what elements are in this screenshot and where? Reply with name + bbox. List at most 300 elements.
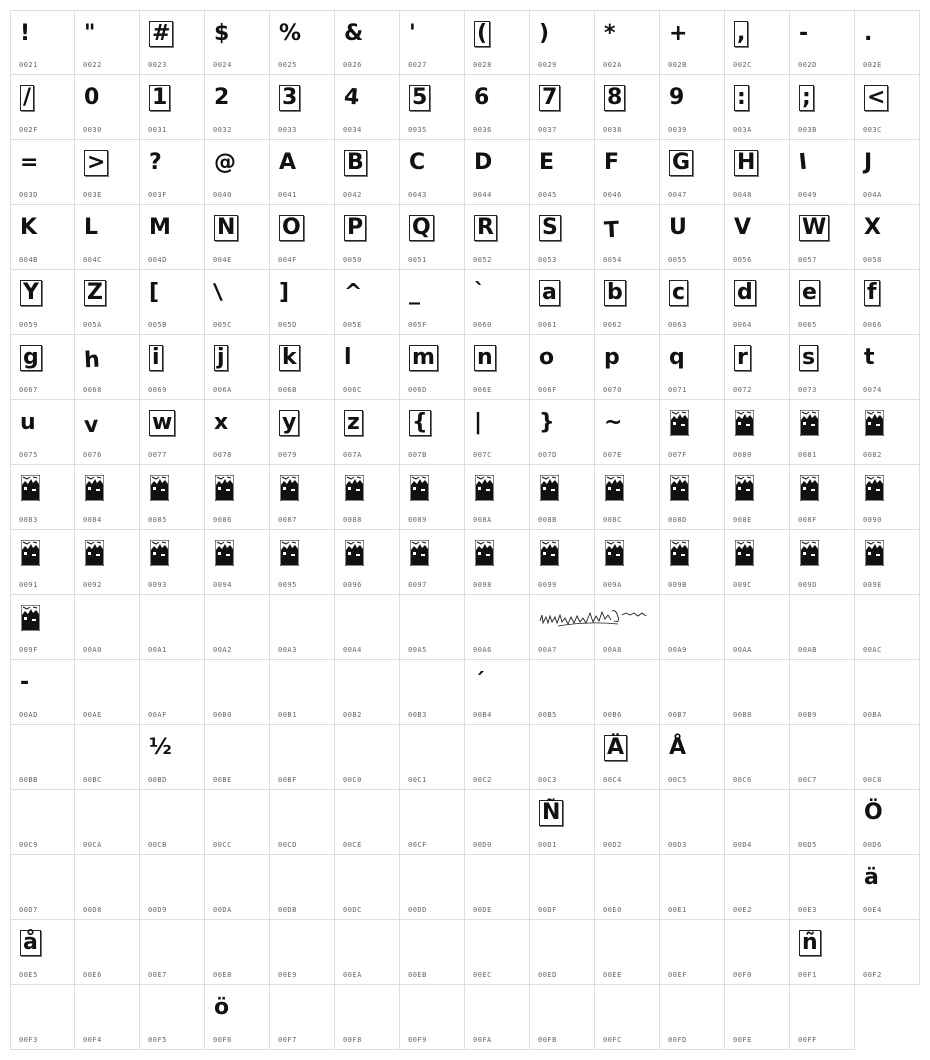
glyph-code: 0022 — [83, 61, 102, 69]
glyph-code: 00D8 — [83, 906, 102, 914]
glyph-cell — [465, 400, 530, 465]
glyph-code: 0031 — [148, 126, 167, 134]
glyph-code: 0046 — [603, 191, 622, 199]
glyph-cell — [400, 595, 465, 660]
glyph-char: n — [474, 345, 496, 371]
glyph-char: 9 — [669, 85, 685, 110]
glyph-char: b — [604, 280, 626, 306]
glyph-code: 00C7 — [798, 776, 817, 784]
glyph-cell — [790, 465, 855, 530]
glyph-map-grid — [10, 10, 920, 1050]
glyph-cell — [855, 595, 920, 660]
glyph-code: 0072 — [733, 386, 752, 394]
glyph-code: 0037 — [538, 126, 557, 134]
glyph-char: f — [864, 280, 880, 306]
glyph-char: 4 — [342, 84, 361, 111]
image-glyph-icon — [800, 410, 819, 436]
glyph-char: z — [344, 410, 363, 436]
glyph-code: 003B — [798, 126, 817, 134]
glyph-code: 00D7 — [19, 906, 38, 914]
glyph-cell — [270, 660, 335, 725]
glyph-code: 0070 — [603, 386, 622, 394]
glyph-code: 00C1 — [408, 776, 427, 784]
glyph-char: : — [734, 85, 749, 111]
glyph-code: 0095 — [278, 581, 297, 589]
glyph-cell — [530, 920, 595, 985]
glyph-char: J — [864, 150, 873, 175]
glyph-cell — [75, 855, 140, 920]
glyph-cell — [530, 855, 595, 920]
glyph-cell — [725, 75, 790, 140]
glyph-code: 0056 — [733, 256, 752, 264]
glyph-code: 004A — [863, 191, 882, 199]
glyph-cell — [335, 920, 400, 985]
glyph-char: = — [20, 150, 39, 175]
glyph-cell — [10, 855, 75, 920]
glyph-code: 003D — [19, 191, 38, 199]
image-glyph-icon — [735, 410, 754, 436]
glyph-char: . — [864, 21, 873, 46]
glyph-char: ) — [539, 21, 550, 46]
image-glyph-icon — [280, 475, 299, 501]
glyph-code: 00A2 — [213, 646, 232, 654]
glyph-code: 00D5 — [798, 841, 817, 849]
glyph-cell — [270, 400, 335, 465]
glyph-code: 00FA — [473, 1036, 492, 1044]
glyph-cell — [75, 660, 140, 725]
glyph-char: ö — [214, 995, 230, 1020]
glyph-code: 002F — [19, 126, 38, 134]
glyph-code: 005D — [278, 321, 297, 329]
image-glyph-icon — [410, 475, 429, 501]
glyph-cell — [855, 75, 920, 140]
glyph-cell — [270, 465, 335, 530]
image-glyph-icon — [280, 540, 299, 566]
image-glyph-icon — [605, 540, 624, 566]
glyph-code: 00F3 — [19, 1036, 38, 1044]
glyph-cell — [140, 140, 205, 205]
glyph-code: 0091 — [19, 581, 38, 589]
glyph-char: 3 — [279, 85, 300, 111]
glyph-code: 0034 — [343, 126, 362, 134]
glyph-cell — [790, 205, 855, 270]
glyph-code: 00DD — [408, 906, 427, 914]
glyph-code: 00D3 — [668, 841, 687, 849]
glyph-cell — [335, 530, 400, 595]
glyph-char: % — [279, 21, 302, 46]
glyph-char: I — [797, 149, 809, 176]
signature-image — [538, 607, 650, 631]
glyph-cell — [530, 140, 595, 205]
glyph-cell — [10, 530, 75, 595]
image-glyph-icon — [85, 475, 104, 501]
glyph-cell — [205, 270, 270, 335]
glyph-cell — [855, 465, 920, 530]
glyph-code: 0081 — [798, 451, 817, 459]
glyph-cell — [530, 790, 595, 855]
glyph-cell — [790, 10, 855, 75]
glyph-cell — [855, 335, 920, 400]
glyph-code: 003F — [148, 191, 167, 199]
glyph-char: [ — [149, 280, 160, 305]
glyph-cell — [660, 595, 725, 660]
glyph-code: 00E8 — [213, 971, 232, 979]
image-glyph-icon — [345, 540, 364, 566]
glyph-code: 00C5 — [668, 776, 687, 784]
glyph-code: 00EA — [343, 971, 362, 979]
glyph-char: 7 — [539, 85, 560, 111]
glyph-cell — [270, 270, 335, 335]
glyph-code: 0073 — [798, 386, 817, 394]
image-glyph-icon — [735, 540, 754, 566]
glyph-cell — [205, 790, 270, 855]
glyph-cell — [400, 530, 465, 595]
glyph-cell — [855, 855, 920, 920]
glyph-char: # — [149, 21, 173, 47]
glyph-code: 0099 — [538, 581, 557, 589]
glyph-cell — [660, 790, 725, 855]
glyph-cell — [465, 595, 530, 660]
glyph-code: 0039 — [668, 126, 687, 134]
glyph-code: 0026 — [343, 61, 362, 69]
glyph-code: 006E — [473, 386, 492, 394]
glyph-cell — [595, 140, 660, 205]
glyph-code: 00BD — [148, 776, 167, 784]
glyph-char: { — [409, 410, 431, 436]
glyph-cell — [270, 855, 335, 920]
glyph-code: 0090 — [863, 516, 882, 524]
glyph-code: 00DF — [538, 906, 557, 914]
image-glyph-icon — [800, 540, 819, 566]
image-glyph-icon — [540, 475, 559, 501]
glyph-char: G — [669, 150, 693, 176]
image-glyph-icon — [345, 475, 364, 501]
glyph-code: 00D0 — [473, 841, 492, 849]
glyph-code: 00F9 — [408, 1036, 427, 1044]
glyph-code: 00E5 — [19, 971, 38, 979]
glyph-char: ` — [474, 280, 485, 305]
glyph-code: 004C — [83, 256, 102, 264]
glyph-char: m — [409, 345, 438, 371]
glyph-cell — [10, 660, 75, 725]
glyph-cell — [140, 595, 205, 660]
glyph-cell — [855, 270, 920, 335]
glyph-code: 0071 — [668, 386, 687, 394]
glyph-code: 00E0 — [603, 906, 622, 914]
glyph-cell — [140, 660, 205, 725]
glyph-code: 0023 — [148, 61, 167, 69]
glyph-code: 0074 — [863, 386, 882, 394]
glyph-cell — [140, 205, 205, 270]
glyph-cell — [855, 725, 920, 790]
glyph-cell — [595, 10, 660, 75]
glyph-code: 0084 — [83, 516, 102, 524]
glyph-code: 00E6 — [83, 971, 102, 979]
glyph-char: } — [539, 410, 555, 435]
glyph-code: 009F — [19, 646, 38, 654]
glyph-cell — [855, 920, 920, 985]
glyph-cell — [530, 335, 595, 400]
glyph-code: 008A — [473, 516, 492, 524]
glyph-char: < — [864, 85, 888, 111]
image-glyph-icon — [540, 540, 559, 566]
glyph-code: 0052 — [473, 256, 492, 264]
glyph-code: 0055 — [668, 256, 687, 264]
glyph-cell — [530, 270, 595, 335]
glyph-code: 009A — [603, 581, 622, 589]
glyph-code: 004B — [19, 256, 38, 264]
glyph-code: 0065 — [798, 321, 817, 329]
glyph-cell — [595, 75, 660, 140]
glyph-code: 0088 — [343, 516, 362, 524]
glyph-code: 0058 — [863, 256, 882, 264]
glyph-char: Z — [84, 280, 106, 306]
glyph-code: 0063 — [668, 321, 687, 329]
glyph-char: u — [20, 410, 36, 435]
glyph-cell — [790, 270, 855, 335]
glyph-cell — [140, 10, 205, 75]
glyph-cell — [660, 400, 725, 465]
glyph-code: 0043 — [408, 191, 427, 199]
glyph-char: , — [734, 21, 748, 47]
image-glyph-icon — [865, 410, 884, 436]
glyph-code: 00B7 — [668, 711, 687, 719]
glyph-code: 0076 — [83, 451, 102, 459]
glyph-code: 0040 — [213, 191, 232, 199]
glyph-cell — [205, 660, 270, 725]
glyph-code: 00FE — [733, 1036, 752, 1044]
glyph-code: 005B — [148, 321, 167, 329]
glyph-code: 009E — [863, 581, 882, 589]
glyph-cell — [400, 270, 465, 335]
glyph-cell — [855, 660, 920, 725]
image-glyph-icon — [475, 475, 494, 501]
glyph-code: 009B — [668, 581, 687, 589]
glyph-char: D — [474, 150, 493, 175]
glyph-cell — [790, 530, 855, 595]
glyph-cell — [335, 985, 400, 1050]
glyph-cell — [465, 205, 530, 270]
glyph-code: 003C — [863, 126, 882, 134]
glyph-code: 007E — [603, 451, 622, 459]
glyph-code: 00F5 — [148, 1036, 167, 1044]
glyph-code: 00EF — [668, 971, 687, 979]
glyph-cell — [205, 725, 270, 790]
glyph-char: Ö — [864, 800, 883, 825]
glyph-code: 00FD — [668, 1036, 687, 1044]
glyph-code: 0062 — [603, 321, 622, 329]
glyph-cell — [75, 335, 140, 400]
glyph-cell — [140, 270, 205, 335]
glyph-code: 00AC — [863, 646, 882, 654]
glyph-cell — [270, 530, 335, 595]
glyph-code: 00F0 — [733, 971, 752, 979]
glyph-code: 00CF — [408, 841, 427, 849]
image-glyph-icon — [21, 605, 40, 631]
glyph-cell — [595, 660, 660, 725]
glyph-code: 005C — [213, 321, 232, 329]
glyph-cell — [140, 790, 205, 855]
glyph-cell — [660, 530, 725, 595]
glyph-cell — [75, 400, 140, 465]
glyph-code: 004F — [278, 256, 297, 264]
glyph-char: H — [734, 150, 758, 176]
glyph-code: 00AD — [19, 711, 38, 719]
glyph-code: 00F8 — [343, 1036, 362, 1044]
glyph-cell — [10, 465, 75, 530]
glyph-cell — [140, 335, 205, 400]
glyph-cell — [465, 10, 530, 75]
glyph-code: 00C6 — [733, 776, 752, 784]
image-glyph-icon — [800, 475, 819, 501]
glyph-char: t — [864, 345, 875, 370]
glyph-char: 8 — [604, 85, 625, 111]
glyph-cell — [530, 530, 595, 595]
glyph-cell — [595, 270, 660, 335]
glyph-cell — [335, 10, 400, 75]
glyph-cell — [205, 140, 270, 205]
image-glyph-icon — [865, 475, 884, 501]
glyph-cell — [725, 790, 790, 855]
glyph-cell — [465, 465, 530, 530]
glyph-code: 00E7 — [148, 971, 167, 979]
glyph-code: 00BE — [213, 776, 232, 784]
glyph-code: 0066 — [863, 321, 882, 329]
glyph-code: 0057 — [798, 256, 817, 264]
glyph-char: ' — [409, 21, 416, 46]
glyph-cell — [205, 10, 270, 75]
glyph-cell — [725, 725, 790, 790]
glyph-code: 0067 — [19, 386, 38, 394]
glyph-char: S — [539, 215, 561, 241]
image-glyph-icon — [670, 410, 689, 436]
glyph-code: 0038 — [603, 126, 622, 134]
glyph-cell — [400, 790, 465, 855]
glyph-char: ? — [149, 150, 162, 175]
glyph-cell — [10, 75, 75, 140]
glyph-code: 0087 — [278, 516, 297, 524]
glyph-char: > — [84, 150, 108, 176]
image-glyph-icon — [865, 540, 884, 566]
glyph-cell — [270, 140, 335, 205]
glyph-cell — [10, 270, 75, 335]
glyph-code: 005A — [83, 321, 102, 329]
glyph-code: 00CE — [343, 841, 362, 849]
glyph-code: 00D1 — [538, 841, 557, 849]
glyph-cell — [140, 920, 205, 985]
glyph-code: 00B3 — [408, 711, 427, 719]
glyph-cell — [465, 790, 530, 855]
glyph-code: 00CA — [83, 841, 102, 849]
glyph-cell — [335, 725, 400, 790]
glyph-cell — [855, 205, 920, 270]
glyph-cell — [660, 335, 725, 400]
glyph-char: 5 — [409, 85, 430, 111]
glyph-code: 008D — [668, 516, 687, 524]
glyph-code: 0097 — [408, 581, 427, 589]
glyph-char: w — [149, 410, 175, 436]
glyph-cell — [400, 75, 465, 140]
glyph-code: 00FF — [798, 1036, 817, 1044]
glyph-cell — [400, 660, 465, 725]
glyph-code: 00A7 — [538, 646, 557, 654]
glyph-cell — [140, 855, 205, 920]
glyph-cell — [400, 855, 465, 920]
glyph-code: 002A — [603, 61, 622, 69]
glyph-code: 0033 — [278, 126, 297, 134]
glyph-char: W — [799, 215, 829, 241]
glyph-code: 00B4 — [473, 711, 492, 719]
glyph-code: 0021 — [19, 61, 38, 69]
glyph-cell — [270, 205, 335, 270]
glyph-code: 0094 — [213, 581, 232, 589]
glyph-char: + — [669, 21, 688, 46]
glyph-code: 007A — [343, 451, 362, 459]
glyph-code: 00A3 — [278, 646, 297, 654]
glyph-code: 0083 — [19, 516, 38, 524]
glyph-char: ´ — [474, 670, 485, 695]
glyph-code: 00C9 — [19, 841, 38, 849]
glyph-code: 0093 — [148, 581, 167, 589]
glyph-code: 00B9 — [798, 711, 817, 719]
glyph-code: 002E — [863, 61, 882, 69]
glyph-code: 00C8 — [863, 776, 882, 784]
glyph-cell — [75, 205, 140, 270]
glyph-code: 007C — [473, 451, 492, 459]
glyph-code: 00BC — [83, 776, 102, 784]
glyph-cell — [465, 855, 530, 920]
glyph-char: d — [734, 280, 756, 306]
glyph-cell — [400, 985, 465, 1050]
glyph-char: j — [214, 345, 228, 371]
glyph-code: 002B — [668, 61, 687, 69]
glyph-code: 00A5 — [408, 646, 427, 654]
glyph-code: 00C4 — [603, 776, 622, 784]
image-glyph-icon — [21, 540, 40, 566]
glyph-code: 0048 — [733, 191, 752, 199]
glyph-code: 00D9 — [148, 906, 167, 914]
glyph-code: 0089 — [408, 516, 427, 524]
glyph-cell — [10, 595, 75, 660]
glyph-cell — [205, 400, 270, 465]
glyph-char: R — [474, 215, 497, 241]
glyph-code: 0060 — [473, 321, 492, 329]
glyph-cell — [855, 530, 920, 595]
glyph-code: 0077 — [148, 451, 167, 459]
glyph-cell — [270, 335, 335, 400]
glyph-code: 0064 — [733, 321, 752, 329]
glyph-char: N — [214, 215, 238, 241]
glyph-cell — [855, 10, 920, 75]
glyph-cell — [790, 855, 855, 920]
glyph-code: 00CC — [213, 841, 232, 849]
glyph-cell — [140, 725, 205, 790]
glyph-char: - — [20, 670, 30, 695]
glyph-code: 006A — [213, 386, 232, 394]
glyph-code: 00A1 — [148, 646, 167, 654]
glyph-code: 0078 — [213, 451, 232, 459]
glyph-char: 1 — [149, 85, 170, 111]
glyph-cell — [790, 75, 855, 140]
glyph-code: 00F2 — [863, 971, 882, 979]
glyph-char: s — [799, 345, 818, 371]
glyph-cell — [335, 595, 400, 660]
glyph-cell — [660, 855, 725, 920]
glyph-cell — [790, 400, 855, 465]
glyph-cell — [595, 465, 660, 530]
glyph-cell — [595, 725, 660, 790]
glyph-code: 00DA — [213, 906, 232, 914]
